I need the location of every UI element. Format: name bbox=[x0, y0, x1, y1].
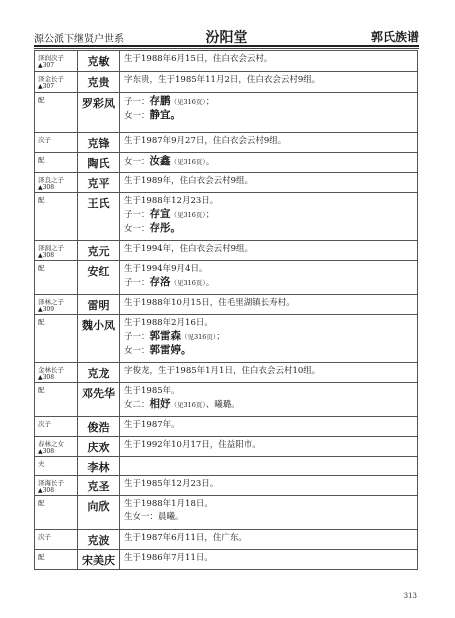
table-row bbox=[35, 261, 418, 295]
relation-label: 次子 bbox=[38, 136, 51, 144]
relation-page-ref: ▲307 bbox=[38, 83, 55, 90]
relation-label: 泽洞之子 bbox=[38, 244, 64, 252]
relation-cell bbox=[35, 72, 78, 93]
relation-label: 金林长子 bbox=[38, 366, 64, 374]
table-row bbox=[35, 550, 418, 570]
table-row bbox=[35, 496, 418, 530]
person-name: 魏小凤 bbox=[78, 315, 120, 363]
relation-cell bbox=[35, 133, 78, 153]
person-name: 宋美庆 bbox=[78, 550, 120, 570]
info-line: 生于1987年6月11日，住广东。 bbox=[124, 533, 247, 543]
relation-cell bbox=[35, 383, 78, 417]
person-name: 陶氏 bbox=[78, 153, 120, 173]
relation-cell bbox=[35, 173, 78, 193]
relation-label: 泽金长子 bbox=[38, 75, 64, 83]
page-header bbox=[34, 28, 419, 46]
relation-label: 配 bbox=[38, 499, 45, 507]
person-name: 安红 bbox=[78, 261, 120, 295]
relation-cell bbox=[35, 363, 78, 383]
person-name: 克圣 bbox=[78, 476, 120, 496]
table-row bbox=[35, 315, 418, 363]
info-line: 生于1985年。 bbox=[124, 386, 180, 396]
relation-label: 泽良之子 bbox=[38, 176, 64, 184]
person-info bbox=[120, 383, 418, 417]
genealogy-table bbox=[34, 50, 418, 570]
person-name: 雷明 bbox=[78, 295, 120, 315]
table-row bbox=[35, 476, 418, 496]
table-row bbox=[35, 93, 418, 133]
person-name: 克龙 bbox=[78, 363, 120, 383]
person-name: 克平 bbox=[78, 173, 120, 193]
table-row bbox=[35, 51, 418, 72]
info-line: 生于1985年12月23日。 bbox=[124, 479, 219, 489]
relation-cell bbox=[35, 530, 78, 550]
person-info bbox=[120, 530, 418, 550]
person-name: 王氏 bbox=[78, 193, 120, 241]
relation-label: 配 bbox=[38, 553, 45, 561]
relation-cell bbox=[35, 193, 78, 241]
person-info bbox=[120, 457, 418, 476]
info-line: 生女一：晨曦。 bbox=[124, 512, 184, 522]
relation-cell bbox=[35, 241, 78, 261]
relation-label: 配 bbox=[38, 196, 45, 204]
relation-label: 配 bbox=[38, 156, 45, 164]
relation-page-ref: ▲308 bbox=[38, 487, 55, 494]
table-row bbox=[35, 417, 418, 437]
person-name: 向欣 bbox=[78, 496, 120, 530]
info-line: 女一：汝鑫（见316页）。 bbox=[124, 155, 215, 167]
person-info bbox=[120, 363, 418, 383]
header-left: 源公派下继贤户世系 bbox=[34, 34, 124, 45]
person-name: 俊浩 bbox=[78, 417, 120, 437]
relation-cell bbox=[35, 437, 78, 457]
relation-label: 配 bbox=[38, 318, 45, 326]
relation-label: 次子 bbox=[38, 420, 51, 428]
relation-label: 春林之女 bbox=[38, 440, 64, 448]
person-info bbox=[120, 93, 418, 133]
relation-label: 次子 bbox=[38, 533, 51, 541]
table-row bbox=[35, 72, 418, 93]
info-line: 生于1989年，住白衣会云村9组。 bbox=[124, 176, 254, 186]
info-line: 生于1988年12月23日。 bbox=[124, 196, 219, 206]
person-info bbox=[120, 51, 418, 72]
person-info bbox=[120, 261, 418, 295]
relation-cell bbox=[35, 295, 78, 315]
person-info bbox=[120, 173, 418, 193]
info-line: 生于1988年10月15日，住毛里湖镇长寿村。 bbox=[124, 298, 295, 308]
table-row bbox=[35, 193, 418, 241]
info-line: 生于1988年2月16日。 bbox=[124, 318, 213, 328]
info-line: 女二：相妤（见316页）、曦璐。 bbox=[124, 398, 240, 410]
person-info bbox=[120, 153, 418, 173]
relation-label: 泽海长子 bbox=[38, 479, 64, 487]
table-row bbox=[35, 457, 418, 476]
person-name: 李林 bbox=[78, 457, 120, 476]
header-right: 郭氏族谱 bbox=[370, 30, 419, 44]
info-line: 子一：存宣（见316页）； bbox=[124, 208, 215, 220]
info-line: 女一：郭雷婷。 bbox=[124, 344, 192, 356]
table-row bbox=[35, 530, 418, 550]
person-name: 克波 bbox=[78, 530, 120, 550]
info-line: 子一：郭雷森（见316页）； bbox=[124, 330, 225, 342]
info-line: 女一：静宜。 bbox=[124, 109, 182, 121]
info-line: 生于1987年9月27日，住白衣会云村9组。 bbox=[124, 136, 287, 146]
person-info bbox=[120, 417, 418, 437]
header-title: 汾阳堂 bbox=[205, 30, 248, 46]
person-info bbox=[120, 133, 418, 153]
relation-page-ref: ▲307 bbox=[38, 62, 55, 69]
person-info bbox=[120, 315, 418, 363]
info-line: 生于1987年。 bbox=[124, 420, 180, 430]
person-name: 克贵 bbox=[78, 72, 120, 93]
person-name: 克敏 bbox=[78, 51, 120, 72]
info-line: 字俊龙，生于1985年1月1日，住白衣会云村10组。 bbox=[124, 366, 321, 376]
info-line: 女一：存彤。 bbox=[124, 222, 182, 234]
relation-cell bbox=[35, 261, 78, 295]
person-name: 庆欢 bbox=[78, 437, 120, 457]
relation-cell bbox=[35, 315, 78, 363]
relation-cell bbox=[35, 496, 78, 530]
relation-cell bbox=[35, 417, 78, 437]
relation-label: 配 bbox=[38, 264, 45, 272]
person-info bbox=[120, 241, 418, 261]
person-info bbox=[120, 193, 418, 241]
table-row bbox=[35, 363, 418, 383]
relation-cell bbox=[35, 153, 78, 173]
table-row bbox=[35, 437, 418, 457]
person-name: 克元 bbox=[78, 241, 120, 261]
info-line: 字东贵，生于1985年11月2日，住白衣会云村9组。 bbox=[124, 75, 321, 85]
relation-label: 泽润次子 bbox=[38, 54, 64, 62]
info-line: 生于1992年10月17日，住益阳市。 bbox=[124, 440, 261, 450]
info-line: 子一：存鹏（见316页）； bbox=[124, 95, 215, 107]
person-info bbox=[120, 496, 418, 530]
relation-label: 泽林之子 bbox=[38, 298, 64, 306]
relation-label: 配 bbox=[38, 96, 45, 104]
relation-page-ref: ▲308 bbox=[38, 448, 55, 455]
table-row bbox=[35, 295, 418, 315]
table-row bbox=[35, 153, 418, 173]
info-line: 生于1994年9月4日。 bbox=[124, 264, 208, 274]
person-info bbox=[120, 550, 418, 570]
person-info bbox=[120, 72, 418, 93]
info-line: 生于1994年，住白衣会云村9组。 bbox=[124, 244, 254, 254]
relation-label: 配 bbox=[38, 386, 45, 394]
info-line: 生于1988年6月15日，住白衣会云村。 bbox=[124, 54, 273, 64]
info-line: 生于1988年1月18日。 bbox=[124, 499, 213, 509]
relation-page-ref: ▲308 bbox=[38, 374, 55, 381]
relation-page-ref: ▲308 bbox=[38, 252, 55, 259]
person-info bbox=[120, 295, 418, 315]
info-line: 子一：存洛（见316页）。 bbox=[124, 276, 215, 288]
table-row bbox=[35, 383, 418, 417]
relation-cell bbox=[35, 457, 78, 476]
relation-page-ref: ▲308 bbox=[38, 184, 55, 191]
relation-cell bbox=[35, 93, 78, 133]
person-name: 罗彩凤 bbox=[78, 93, 120, 133]
relation-cell bbox=[35, 51, 78, 72]
header-rule bbox=[34, 45, 419, 47]
relation-page-ref: ▲309 bbox=[38, 306, 55, 313]
person-info bbox=[120, 476, 418, 496]
person-name: 邓先华 bbox=[78, 383, 120, 417]
relation-cell bbox=[35, 476, 78, 496]
person-info bbox=[120, 437, 418, 457]
header-rule-thin bbox=[34, 48, 419, 49]
table-row bbox=[35, 133, 418, 153]
relation-label: 夫 bbox=[38, 460, 45, 468]
page-number: 313 bbox=[403, 592, 417, 600]
table-row bbox=[35, 241, 418, 261]
person-name: 克锋 bbox=[78, 133, 120, 153]
info-line: 生于1986年7月11日。 bbox=[124, 553, 213, 563]
relation-cell bbox=[35, 550, 78, 570]
table-row bbox=[35, 173, 418, 193]
